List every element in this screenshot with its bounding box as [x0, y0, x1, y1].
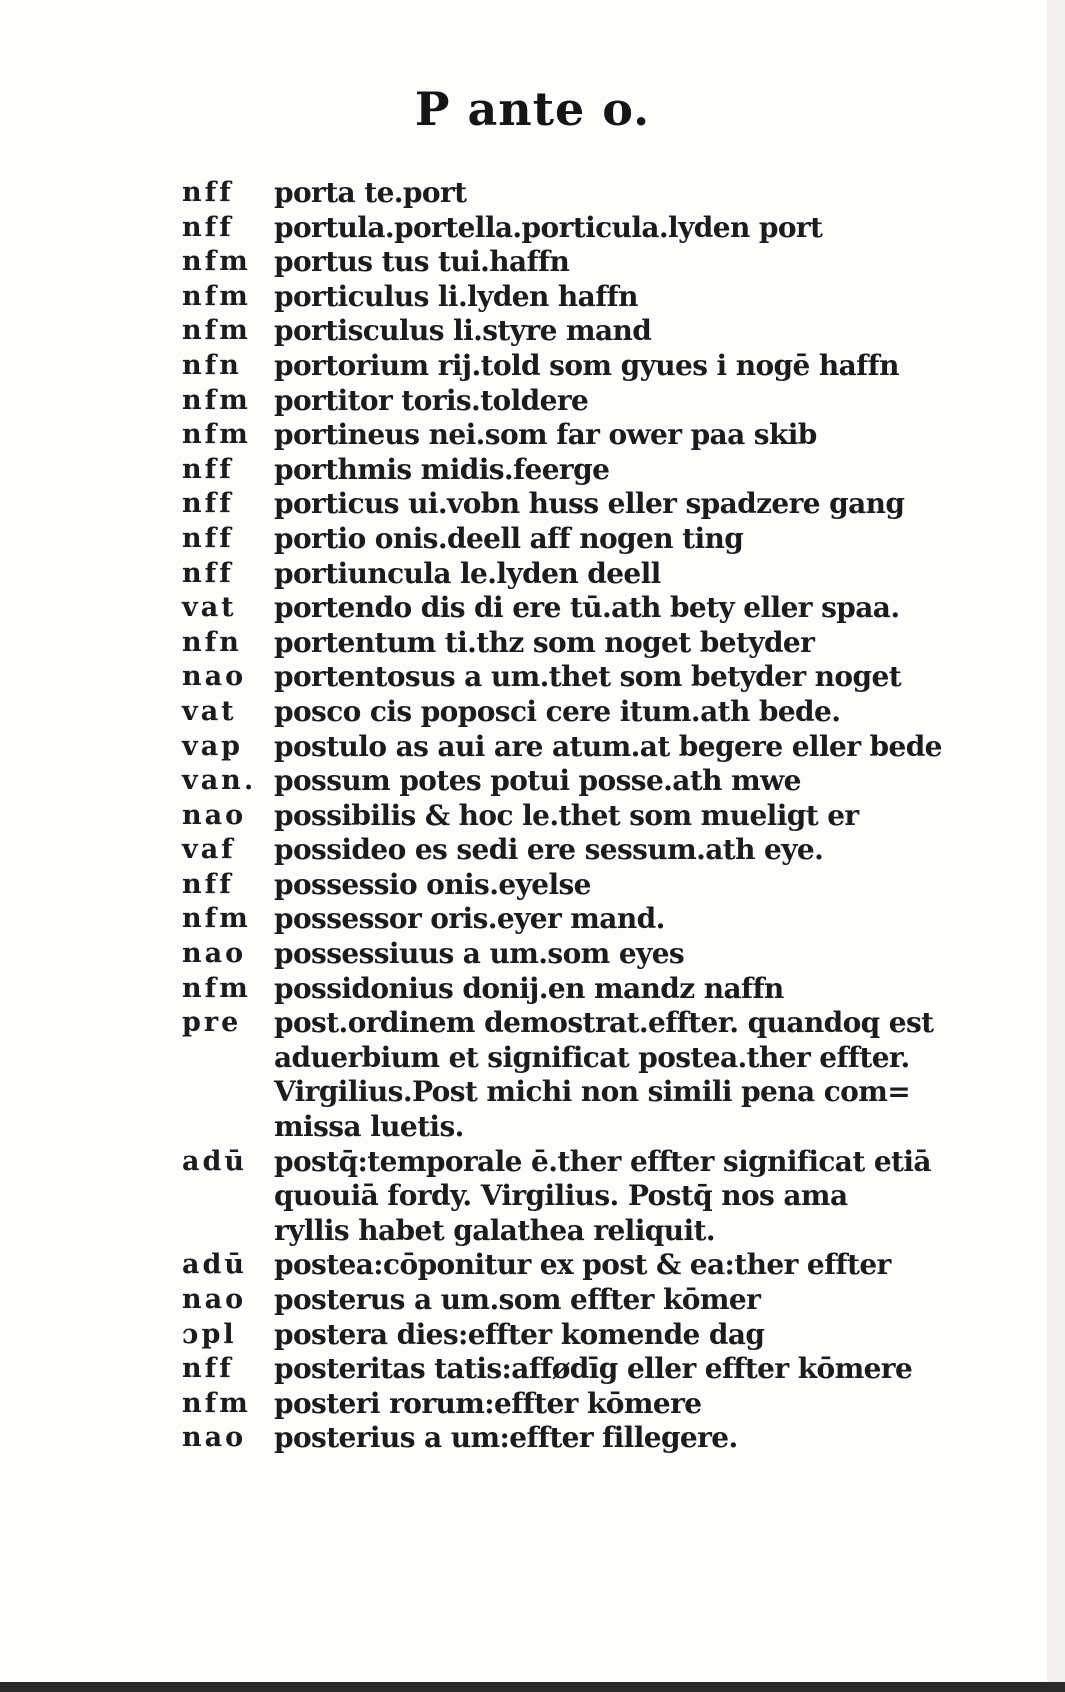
dictionary-entry — [182, 1145, 942, 1249]
entry-line: postera dies:effter komende dag — [274, 1317, 765, 1351]
grammar-tag: nfm — [182, 384, 251, 416]
grammar-tag: nff — [182, 1353, 234, 1385]
entry-text — [274, 937, 942, 972]
entry-line: ryllis habet galathea reliquit. — [274, 1213, 716, 1247]
entry-text — [274, 660, 942, 695]
dictionary-entry — [182, 280, 942, 315]
dictionary-entry — [182, 384, 942, 419]
entry-line: posterus a um.som effter kōmer — [274, 1283, 761, 1316]
grammar-tag: vat — [182, 695, 237, 727]
entry-text — [274, 868, 942, 903]
dictionary-entry — [182, 833, 942, 868]
entry-line: postea:cōponitur ex post & ea:ther effter — [274, 1248, 891, 1282]
grammar-tag: ɔpl — [182, 1318, 237, 1350]
entry-text — [274, 695, 942, 730]
grammar-tag: vat — [182, 592, 237, 624]
entry-line: posteritas tatis:affødīg eller effter kōmere — [274, 1352, 913, 1386]
page-heading: P ante o. — [414, 82, 651, 136]
grammar-tag: adū — [182, 1145, 248, 1177]
entry-line: missa luetis. — [274, 1110, 464, 1144]
dictionary-entry — [182, 1006, 942, 1144]
entry-line: posco cis poposci cere itum.ath bede. — [274, 694, 841, 728]
entry-line: possidonius donij.en mandz naffn — [274, 971, 784, 1005]
grammar-tag: nfm — [182, 972, 251, 1004]
grammar-tag: nfm — [182, 903, 251, 935]
entry-line: portorium rij.told som gyues i nogē haffn — [274, 348, 899, 382]
dictionary-entry — [182, 1318, 942, 1353]
entry-line: possum potes potui posse.ath mwe — [274, 764, 801, 798]
entry-text — [274, 764, 942, 799]
grammar-tag: nfm — [182, 280, 251, 312]
grammar-tag: nfn — [182, 349, 242, 381]
dictionary-entry — [182, 591, 942, 626]
entry-text — [274, 833, 942, 868]
entry-text — [274, 1421, 942, 1456]
entry-text — [274, 1145, 942, 1249]
grammar-tag: nff — [182, 177, 234, 208]
entry-line: porticus ui.vobn huss eller spadzere gang — [274, 487, 905, 521]
entry-line: portula.portella.porticula.lyden port — [274, 210, 823, 244]
entry-text — [274, 1248, 942, 1283]
entry-text — [274, 349, 942, 384]
grammar-tag: nff — [182, 453, 234, 485]
entry-text — [274, 522, 942, 557]
entry-line: postq̄:temporale ē.ther effter significat etiā — [274, 1144, 931, 1178]
grammar-tag: nao — [182, 661, 247, 693]
dictionary-entry — [182, 211, 942, 246]
dictionary-entry — [182, 522, 942, 557]
dictionary-entry — [182, 245, 942, 280]
grammar-tag: nao — [182, 938, 247, 970]
dictionary-entry — [182, 418, 942, 453]
dictionary-entry — [182, 626, 942, 661]
entry-line: portentum ti.thz som noget betyder — [274, 625, 815, 659]
grammar-tag: vap — [182, 730, 244, 762]
entry-line: portineus nei.som far ower paa skib — [274, 418, 817, 452]
entry-text — [274, 591, 942, 626]
entry-text — [274, 1006, 942, 1144]
grammar-tag: nao — [182, 799, 247, 831]
grammar-tag: nao — [182, 1422, 247, 1454]
entry-line: possessio onis.eyelse — [274, 867, 591, 901]
entry-text — [274, 1283, 942, 1318]
grammar-tag: adū — [182, 1249, 248, 1281]
entry-text — [274, 626, 942, 661]
dictionary-entry — [182, 1283, 942, 1318]
dictionary-entry — [182, 487, 942, 522]
entry-text — [274, 1352, 942, 1387]
entry-line: portendo dis di ere tū.ath bety eller spaa. — [274, 591, 900, 625]
entry-line: possideo es sedi ere sessum.ath eye. — [274, 833, 824, 867]
dictionary-entry — [182, 349, 942, 384]
entry-line: posteri rorum:effter kōmere — [274, 1386, 702, 1420]
dictionary-entry — [182, 937, 942, 972]
dictionary-entry — [182, 176, 942, 211]
entry-line: post.ordinem demostrat.effter. quandoq est — [274, 1006, 934, 1040]
grammar-tag: nff — [182, 522, 234, 554]
entry-text — [274, 280, 942, 315]
entry-text — [274, 730, 942, 765]
entry-line: postulo as aui are atum.at begere eller bede — [274, 729, 942, 763]
grammar-tag: vaf — [182, 834, 236, 866]
dictionary-entry — [182, 660, 942, 695]
entry-line: aduerbium et significat postea.ther effter. — [274, 1040, 910, 1074]
entry-line: portus tus tui.haffn — [274, 245, 570, 279]
grammar-tag: nfm — [182, 419, 251, 451]
entry-line: Virgilius.Post michi non simili pena com= — [274, 1075, 911, 1109]
entry-text — [274, 557, 942, 592]
grammar-tag: nao — [182, 1284, 247, 1315]
entry-line: posterius a um:effter fillegere. — [274, 1421, 738, 1455]
dictionary-entry — [182, 1248, 942, 1283]
dictionary-entry — [182, 1387, 942, 1422]
grammar-tag: nfm — [182, 246, 251, 278]
entry-line: quouiā fordy. Virgilius. Postq̄ nos ama — [274, 1179, 848, 1213]
dictionary-entry — [182, 314, 942, 349]
entry-line: portiuncula le.lyden deell — [274, 556, 661, 590]
grammar-tag: nff — [182, 488, 234, 520]
entry-text — [274, 487, 942, 522]
dictionary-entry — [182, 902, 942, 937]
entry-text — [274, 1318, 942, 1353]
dictionary-entry — [182, 695, 942, 730]
entry-line: porthmis midis.feerge — [274, 452, 610, 486]
entry-text — [274, 314, 942, 349]
dictionary-entry — [182, 764, 942, 799]
entry-text — [274, 453, 942, 488]
entry-line: portentosus a um.thet som betyder noget — [274, 660, 902, 694]
dictionary-entry — [182, 799, 942, 834]
entry-text — [274, 799, 942, 834]
grammar-tag: pre — [182, 1007, 242, 1039]
entry-text — [274, 176, 942, 211]
entry-text — [274, 384, 942, 419]
entry-line: portitor toris.toldere — [274, 383, 589, 417]
dictionary-entry — [182, 868, 942, 903]
entry-line: portio onis.deell aff nogen ting — [274, 521, 744, 555]
grammar-tag: nfm — [182, 315, 251, 347]
entry-line: possessor oris.eyer mand. — [274, 902, 665, 936]
scan-bottom-edge — [0, 1682, 1065, 1692]
grammar-tag: nff — [182, 211, 234, 243]
entry-line: portisculus li.styre mand — [274, 314, 652, 348]
dictionary-entries — [182, 176, 942, 1456]
entry-text — [274, 418, 942, 453]
entry-text — [274, 245, 942, 280]
entry-text — [274, 972, 942, 1007]
entry-line: porta te.port — [274, 176, 467, 209]
grammar-tag: nff — [182, 557, 234, 589]
grammar-tag: van. — [182, 765, 257, 797]
entry-text — [274, 1387, 942, 1422]
grammar-tag: nfn — [182, 626, 242, 658]
entry-line: possibilis & hoc le.thet som mueligt er — [274, 798, 859, 832]
dictionary-entry — [182, 1352, 942, 1387]
dictionary-entry — [182, 557, 942, 592]
dictionary-entry — [182, 730, 942, 765]
grammar-tag: nfm — [182, 1387, 251, 1419]
entry-text — [274, 902, 942, 937]
entry-line: possessiuus a um.som eyes — [274, 937, 685, 971]
dictionary-entry — [182, 1421, 942, 1456]
grammar-tag: nff — [182, 868, 234, 900]
dictionary-entry — [182, 972, 942, 1007]
dictionary-entry — [182, 453, 942, 488]
entry-text — [274, 211, 942, 246]
entry-line: porticulus li.lyden haffn — [274, 279, 638, 313]
